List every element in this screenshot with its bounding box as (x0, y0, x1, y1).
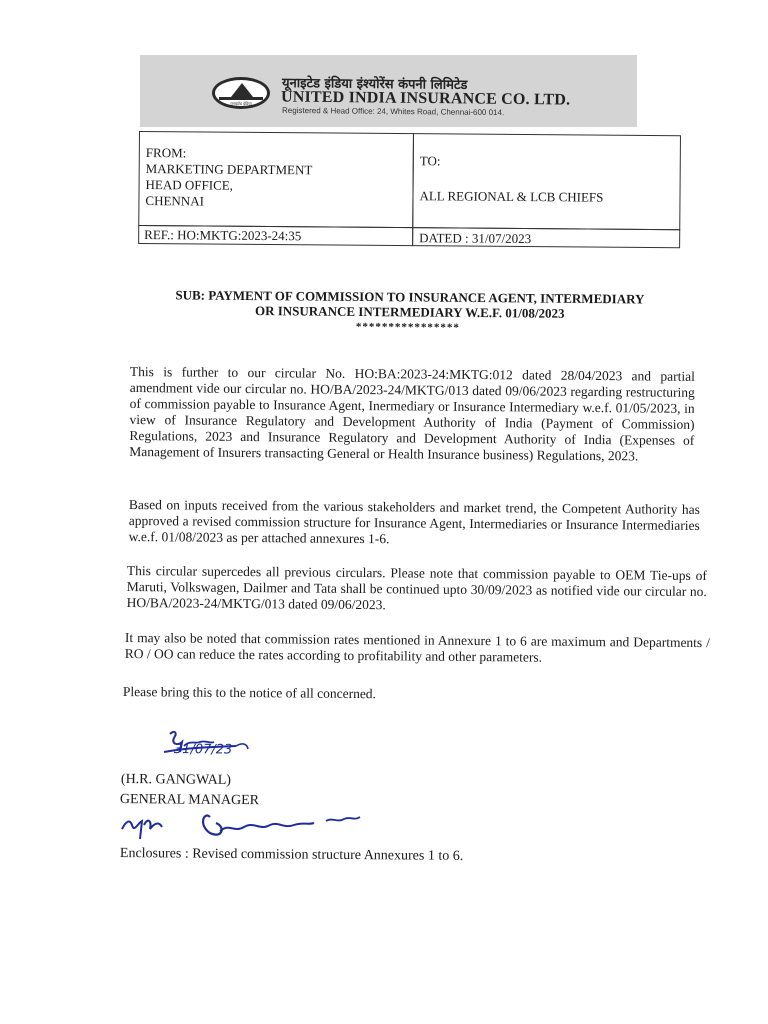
company-name-hindi: यूनाइटेड इंडिया इंश्योरेंस कंपनी लिमिटेड (281, 76, 468, 93)
to-label: TO: (419, 153, 441, 169)
body-paragraph: This circular supercedes all previous circulars. Please note that commission payable to OEM Tie-ups of Maruti, Volkswagen, Dailmer and Tata shall be continued upto 30/09/2023 as notified vide our circular no. HO/BA/2023-24/MKTG/013 dated 09/06/2023. (126, 563, 707, 613)
circular-date: DATED : 31/07/2023 (419, 230, 532, 247)
subject-underline-stars: **************** (355, 321, 460, 334)
body-paragraph: Please bring this to the notice of all concerned. (122, 684, 377, 702)
subject-line-1: SUB: PAYMENT OF COMMISSION TO INSURANCE AGENT, INTERMEDIARY (175, 287, 645, 307)
address-table (138, 131, 681, 251)
signatory-name: (H.R. GANGWAL) (120, 772, 232, 788)
logo-text: यूनाइटेड इंडिया (230, 101, 252, 106)
from-label: FROM: (145, 145, 187, 161)
to-recipients: ALL REGIONAL & LCB CHIEFS (419, 188, 604, 205)
subject-line-2: OR INSURANCE INTERMEDIARY W.E.F. 01/08/2023 (254, 303, 565, 321)
body-paragraph: This is further to our circular No. HO:BA:2023-24:MKTG:012 dated 28/04/2023 and partial amendment vide our circular no. HO/BA/2023-24/MKTG/013 dated 09/06/2023 regarding restructuring of commission payable to Insurance Agent, Inermediary or Insurance Intermediary w.e.f. 01/05/2023, in view of Insurance Regulatory and Development Authority of India (Payment of Commission) Regulations, 2023 and Insurance Regulatory and Development Authority of India (Expenses of Management of Insurers transacting General or Health Insurance business) Regulations, 2023. (129, 364, 695, 464)
from-line: MARKETING DEPARTMENT (145, 161, 313, 178)
body-paragraph: It may also be noted that commission rates mentioned in Annexure 1 to 6 are maximum and Departments / RO / OO can reduce the rates according to profitability and other parameters. (124, 630, 710, 665)
company-name-english: UNITED INDIA INSURANCE CO. LTD. (280, 88, 571, 109)
company-address: Registered & Head Office: 24, Whites Road, Chennai-600 014. (281, 105, 505, 118)
company-logo-icon (212, 77, 270, 109)
from-line: HEAD OFFICE, (145, 177, 234, 193)
body-paragraph: Based on inputs received from the various stakeholders and market trend, the Competent Authority has approved a revised commission structure for Insurance Agent, Intermediaries or Insurance Intermediaries w.e.f. 01/08/2023 as per attached annexures 1-6. (128, 497, 700, 547)
enclosures-note: Enclosures : Revised commission structure Annexures 1 to 6. (119, 846, 464, 864)
signatory-designation: GENERAL MANAGER (119, 792, 260, 809)
to-cell (412, 133, 681, 230)
subject-heading (130, 287, 690, 322)
handwritten-date: 31/07/23 (173, 742, 233, 758)
from-line: CHENNAI (145, 193, 205, 209)
reference-number: REF.: HO:MKTG:2023-24:35 (144, 227, 302, 244)
handwritten-signature-icon (114, 803, 374, 847)
